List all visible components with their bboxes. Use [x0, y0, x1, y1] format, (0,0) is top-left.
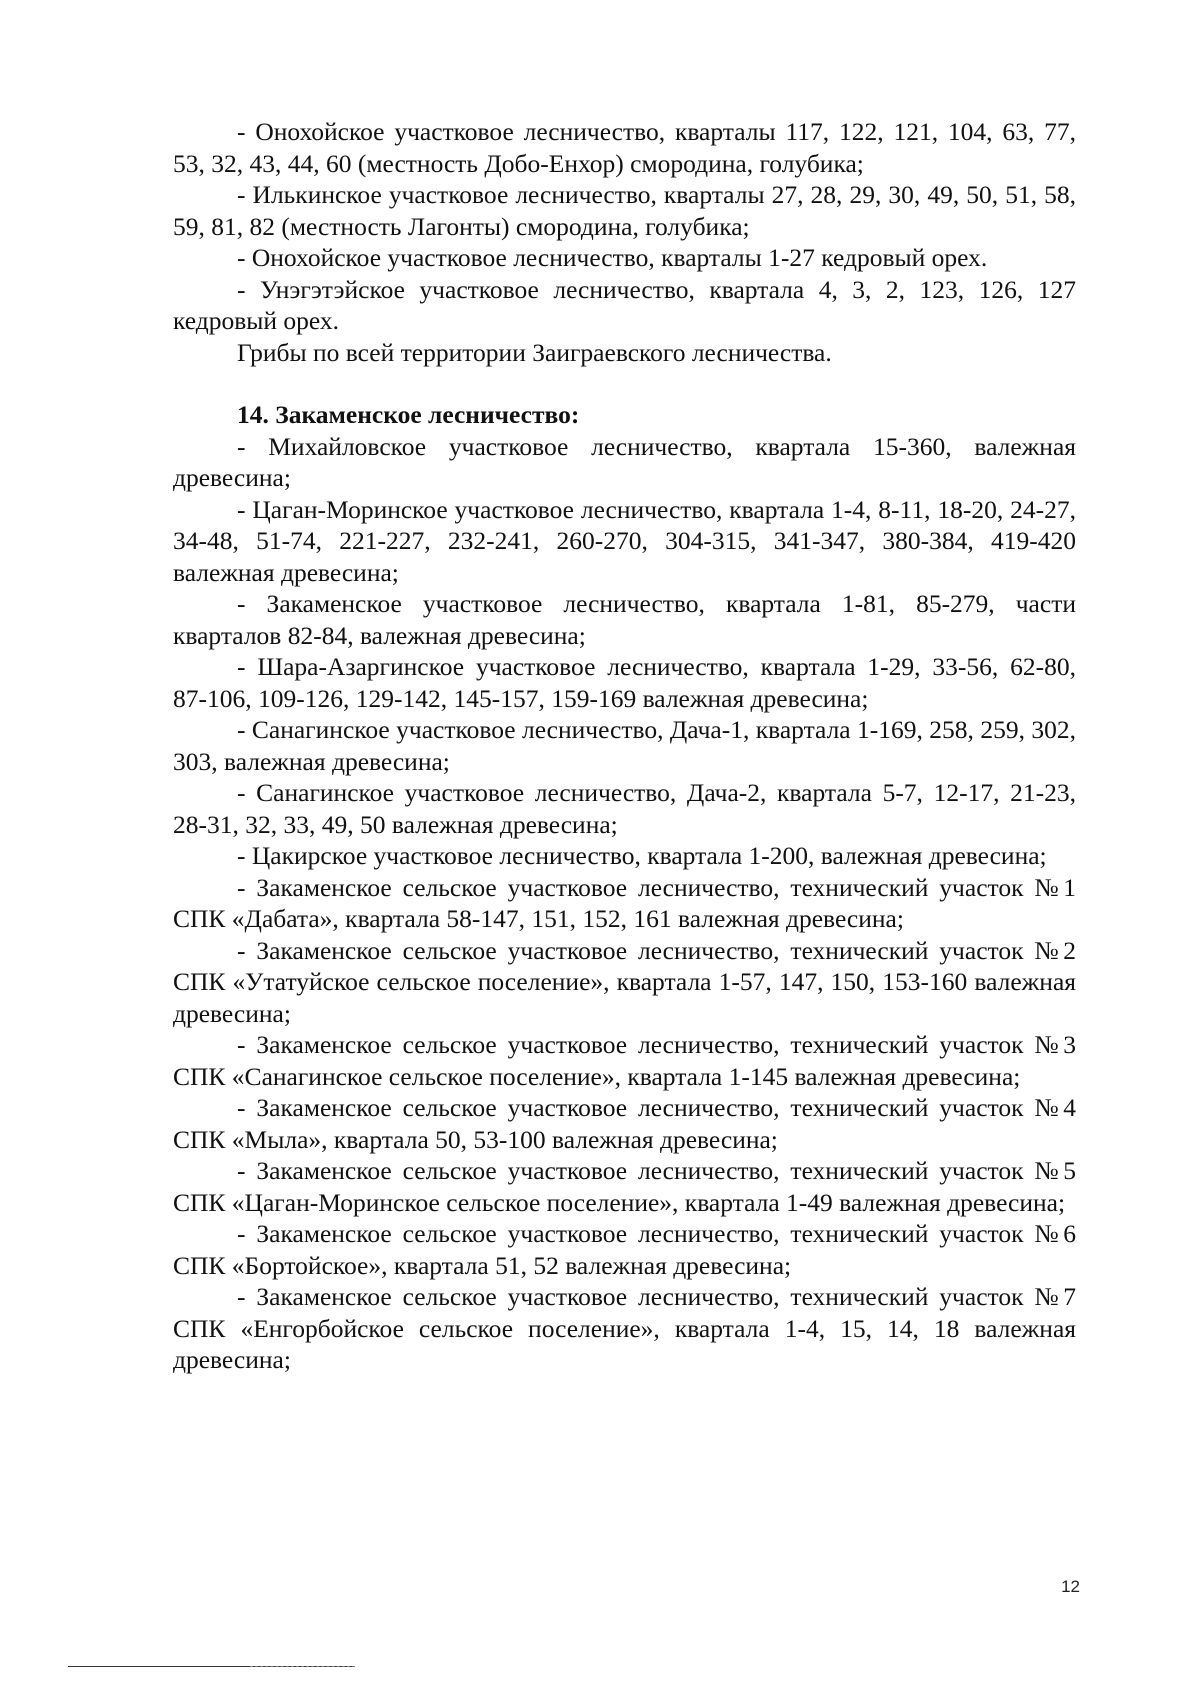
paragraph-technical-plot-7: - Закаменское сельское участковое лесничество, технический участок №7 СПК «Енгорбойское сельское поселение», квартала 1-4, 15, 14, 18 валежная древесина; — [173, 1282, 1076, 1374]
paragraph-technical-plot-2: - Закаменское сельское участковое лесничество, технический участок №2 СПК «Утатуйское сельское поселение», квартала 1-57, 147, 150, 153-160 валежная древесина; — [173, 935, 1076, 1028]
paragraph-onokhoy-pine-nuts: - Онохойское участковое лесничество, кварталы 1-27 кедровый орех. — [237, 243, 988, 272]
document-body — [173, 116, 1076, 1376]
paragraph-unegetey-pine-nuts: - Унэгэтэйское участковое лесничество, квартала 4, 3, 2, 123, 126, 127 кедровый орех. — [173, 274, 1076, 335]
paragraph-ilkinskoe-berries: - Илькинское участковое лесничество, кварталы 27, 28, 29, 30, 49, 50, 51, 58, 59, 81, 82 (местность Лагонты) смородина, голубика; — [173, 180, 1076, 241]
page-number: 12 — [1061, 1577, 1080, 1596]
section-heading: 14. Закаменское лесничество: — [237, 400, 580, 429]
paragraph-shara-azarginskoe: - Шара-Азаргинское участковое лесничество, квартала 1-29, 33-56, 62-80, 87-106, 109-126, 129-142, 145-157, 159-169 валежная древесина; — [173, 652, 1076, 713]
section-spacer — [173, 368, 1076, 399]
paragraph-technical-plot-4: - Закаменское сельское участковое лесничество, технический участок №4 СПК «Мыла», квартала 50, 53-100 валежная древесина; — [173, 1093, 1076, 1154]
paragraph-tsakirskoe: - Цакирское участковое лесничество, квартала 1-200, валежная древесина; — [237, 841, 1047, 870]
paragraph-technical-plot-3: - Закаменское сельское участковое лесничество, технический участок №3 СПК «Санагинское сельское поселение», квартала 1-145 валежная древесина; — [173, 1030, 1076, 1091]
paragraph-technical-plot-5: - Закаменское сельское участковое лесничество, технический участок №5 СПК «Цаган-Моринское сельское поселение», квартала 1-49 валежная древесина; — [173, 1156, 1076, 1217]
footer-rule-faint — [250, 1666, 355, 1667]
paragraph-tsagan-morinskoe: - Цаган-Моринское участковое лесничество, квартала 1-4, 8-11, 18-20, 24-27, 34-48, 51-74, 221-227, 232-241, 260-270, 304-315, 341-347, 380-384, 419-420 валежная древесина; — [173, 494, 1076, 587]
paragraph-zakamenskoe: - Закаменское участковое лесничество, квартала 1-81, 85-279, части кварталов 82-84, валежная древесина; — [173, 589, 1076, 650]
paragraph-technical-plot-6: - Закаменское сельское участковое лесничество, технический участок №6 СПК «Бортойское», квартала 51, 52 валежная древесина; — [173, 1219, 1076, 1280]
paragraph-sanaginskoe-dacha-1: - Санагинское участковое лесничество, Дача-1, квартала 1-169, 258, 259, 302, 303, валежная древесина; — [173, 715, 1076, 776]
paragraph-onokhoy-berries: - Онохойское участковое лесничество, кварталы 117, 122, 121, 104, 63, 77, 53, 32, 43, 44, 60 (местность Добо-Енхор) смородина, голубика; — [173, 117, 1076, 178]
paragraph-sanaginskoe-dacha-2: - Санагинское участковое лесничество, Дача-2, квартала 5-7, 12-17, 21-23, 28-31, 32, 33, 49, 50 валежная древесина; — [173, 778, 1076, 839]
paragraph-mikhaylovskoe: - Михайловское участковое лесничество, квартала 15-360, валежная древесина; — [173, 431, 1076, 492]
paragraph-technical-plot-1: - Закаменское сельское участковое лесничество, технический участок №1 СПК «Дабата», квартала 58-147, 151, 152, 161 валежная древесина; — [173, 872, 1076, 933]
paragraph-mushrooms: Грибы по всей территории Заиграевского лесничества. — [237, 337, 832, 367]
